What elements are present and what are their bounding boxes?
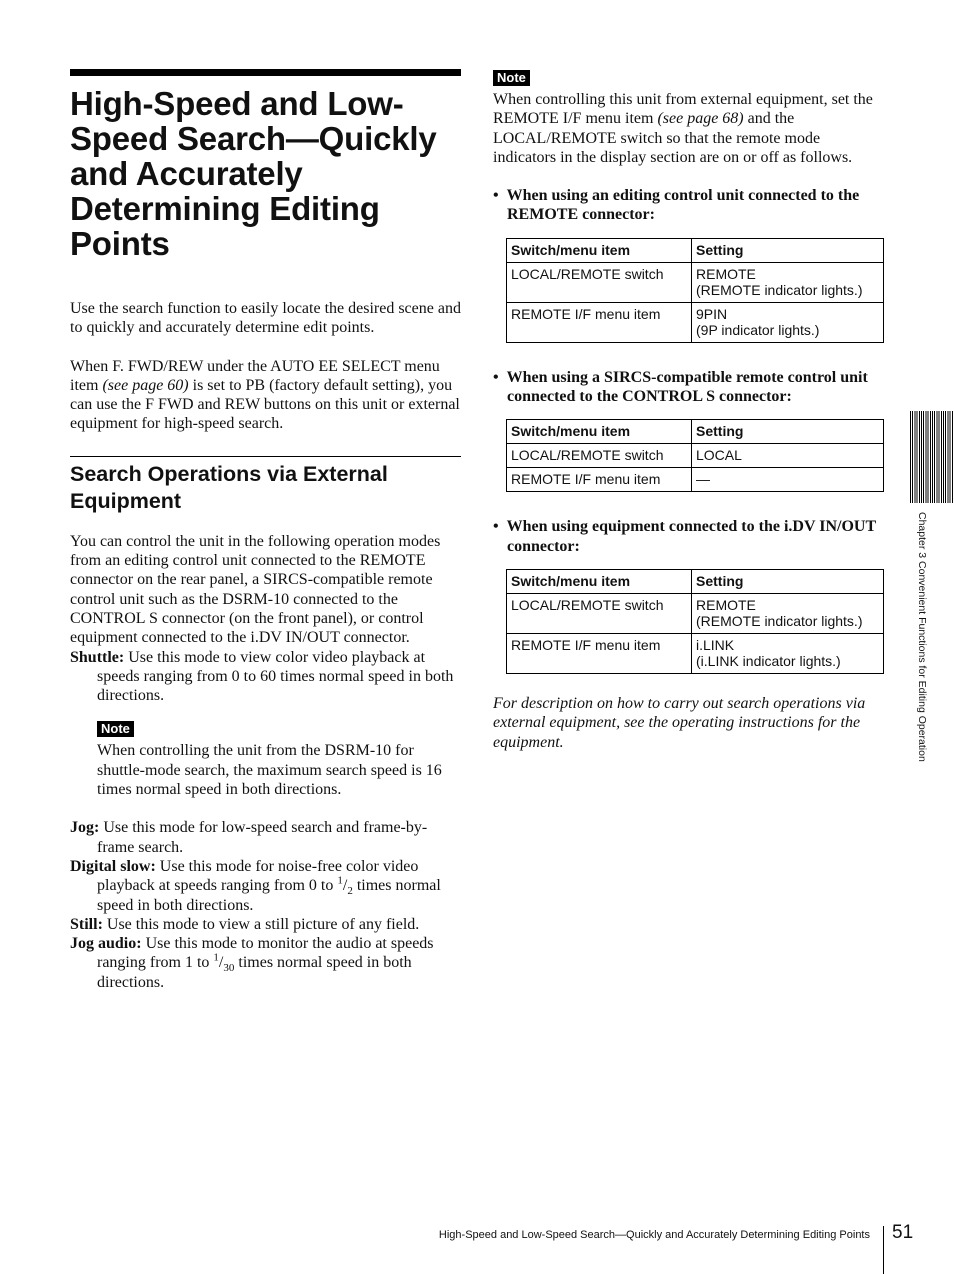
mode-description: Use this mode for noise-free color video playback at speeds ranging from 0 to xyxy=(97,857,419,895)
fraction-numerator: 1 xyxy=(337,874,343,887)
table-row xyxy=(507,593,884,633)
column-header: Setting xyxy=(692,238,884,262)
mode-still xyxy=(70,915,461,934)
item-cell: REMOTE I/F menu item xyxy=(507,468,692,492)
left-column xyxy=(70,69,461,992)
settings-table-control-s xyxy=(506,419,884,492)
item-cell: REMOTE I/F menu item xyxy=(507,302,692,342)
item-cell: LOCAL/REMOTE switch xyxy=(507,262,692,302)
setting-cell xyxy=(692,262,884,302)
setting-cell xyxy=(692,593,884,633)
intro-text: When F. FWD/REW under the AUTO EE SELECT menu item xyxy=(70,357,440,394)
mode-jog-audio: Jog audio: Use this mode to monitor the audio at speeds ranging from 1 to $^1/_{30}$ times normal speed in both directions. xyxy=(70,935,434,991)
column-header: Switch/menu item xyxy=(507,238,692,262)
setting-value: i.LINK xyxy=(696,636,735,653)
setting-detail: (REMOTE indicator lights.) xyxy=(696,281,863,298)
setting-value: REMOTE xyxy=(696,265,756,282)
mode-term: Digital slow: xyxy=(70,857,156,875)
mode-term: Jog audio: xyxy=(70,935,142,953)
setting-value: 9PIN xyxy=(696,305,728,322)
page-reference: (see page 68) xyxy=(657,110,744,128)
setting-cell xyxy=(692,302,884,342)
case-heading-control-s: • When using a SIRCS-compatible remote control unit connected to the CONTROL S connector: xyxy=(493,368,868,406)
mode-term: Shuttle: xyxy=(70,648,125,666)
table-row xyxy=(507,444,884,468)
footer-divider xyxy=(883,1226,884,1274)
chapter-tab-pattern xyxy=(910,411,954,503)
chapter-side-label xyxy=(917,512,931,812)
table-row xyxy=(507,302,884,342)
column-header: Switch/menu item xyxy=(507,569,692,593)
mode-description: times normal speed in both directions. xyxy=(97,877,441,914)
remote-note-text xyxy=(493,90,885,167)
mode-description: Use this mode for low-speed search and frame-by-frame search. xyxy=(97,819,428,856)
setting-cell xyxy=(692,633,884,673)
table-header-row xyxy=(507,420,884,444)
section-rule xyxy=(70,456,461,457)
table-header-row xyxy=(507,238,884,262)
note-text: and the LOCAL/REMOTE switch so that the remote mode indicators in the display section are on or off as follows. xyxy=(493,110,853,166)
setting-detail: (i.LINK indicator lights.) xyxy=(696,652,841,669)
setting-cell: LOCAL xyxy=(692,444,884,468)
item-cell: LOCAL/REMOTE switch xyxy=(507,444,692,468)
table-row xyxy=(507,633,884,673)
fraction-numerator: 1 xyxy=(213,952,219,965)
mode-digital-slow: Digital slow: Use this mode for noise-free color video playback at speeds ranging from 0 to $^1/_2$ times normal speed in both directions. xyxy=(70,857,441,914)
intro-paragraph-2 xyxy=(70,357,461,434)
column-header: Setting xyxy=(692,569,884,593)
case-heading-text: When using a SIRCS-compatible remote control unit connected to the CONTROL S connector: xyxy=(506,368,868,406)
shuttle-note xyxy=(97,720,461,799)
mode-description: times normal speed in both directions. xyxy=(97,954,412,991)
setting-detail: (REMOTE indicator lights.) xyxy=(696,612,863,629)
settings-table-remote xyxy=(506,238,884,343)
case-heading-remote: • When using an editing control unit connected to the REMOTE connector: xyxy=(493,187,860,224)
title-rule xyxy=(70,69,461,76)
chapter-label-text: Chapter 3 Convenient Functions for Editing Operation xyxy=(916,512,928,762)
note-text: When controlling this unit from external equipment, set the REMOTE I/F menu item xyxy=(493,91,873,128)
right-column xyxy=(493,69,885,752)
case-heading-idv: • When using equipment connected to the i.DV IN/OUT connector: xyxy=(493,518,876,555)
fraction-denominator: 30 xyxy=(223,962,235,975)
page-number: 51 xyxy=(892,1222,914,1243)
case-heading-text: When using an editing control unit connected to the REMOTE connector: xyxy=(506,187,860,224)
setting-cell: — xyxy=(692,468,884,492)
table-row xyxy=(507,262,884,302)
closing-note: For description on how to carry out search operations via external equipment, see the operating instructions for the equipment. xyxy=(493,694,866,751)
mode-description: Use this mode to view a still picture of any field. xyxy=(102,915,420,933)
column-header: Setting xyxy=(692,420,884,444)
section-heading: Search Operations via External Equipment xyxy=(70,461,388,513)
mode-jog xyxy=(70,818,461,857)
setting-value: REMOTE xyxy=(696,596,756,613)
intro-paragraph-1: Use the search function to easily locate the desired scene and to quickly and accurately determine edit points. xyxy=(70,300,461,337)
mode-description: Use this mode to monitor the audio at speeds ranging from 1 to xyxy=(97,935,434,972)
mode-term: Jog: xyxy=(70,819,100,837)
setting-detail: (9P indicator lights.) xyxy=(696,321,820,338)
intro-text: is set to PB (factory default setting), you can use the F FWD and REW buttons on this unit or external equipment for high-speed search. xyxy=(70,376,460,433)
case-heading-text: When using equipment connected to the i.DV IN/OUT connector: xyxy=(506,518,876,555)
page-title: High-Speed and Low-Speed Search—Quickly and Accurately Determining Editing Points xyxy=(70,85,437,262)
note-text: When controlling the unit from the DSRM-10 for shuttle-mode search, the maximum search speed is 16 times normal speed in both directions. xyxy=(97,742,442,799)
item-cell: REMOTE I/F menu item xyxy=(507,633,692,673)
mode-term: Still: xyxy=(70,915,103,933)
item-cell: LOCAL/REMOTE switch xyxy=(507,593,692,633)
running-footer: High-Speed and Low-Speed Search—Quickly and Accurately Determining Editing Points xyxy=(438,1229,870,1241)
mode-description: Use this mode to view color video playback at speeds ranging from 0 to 60 times normal speed in both directions. xyxy=(97,648,454,705)
section-intro: You can control the unit in the following operation modes from an editing control unit connected to the REMOTE connector on the rear panel, a SIRCS-compatible remote control unit such as the DSRM-10 connected to the CONTROL S connector (on the front panel), or control equipment connected to the i.DV IN/OUT connector. xyxy=(70,532,441,647)
fraction-denominator: 2 xyxy=(347,885,353,898)
note-badge: Note xyxy=(97,721,134,737)
note-badge: Note xyxy=(493,70,530,86)
mode-shuttle xyxy=(70,648,461,706)
column-header: Switch/menu item xyxy=(507,420,692,444)
settings-table-idv xyxy=(506,569,884,674)
page-reference: (see page 60) xyxy=(102,376,189,394)
table-header-row xyxy=(507,569,884,593)
table-row xyxy=(507,468,884,492)
